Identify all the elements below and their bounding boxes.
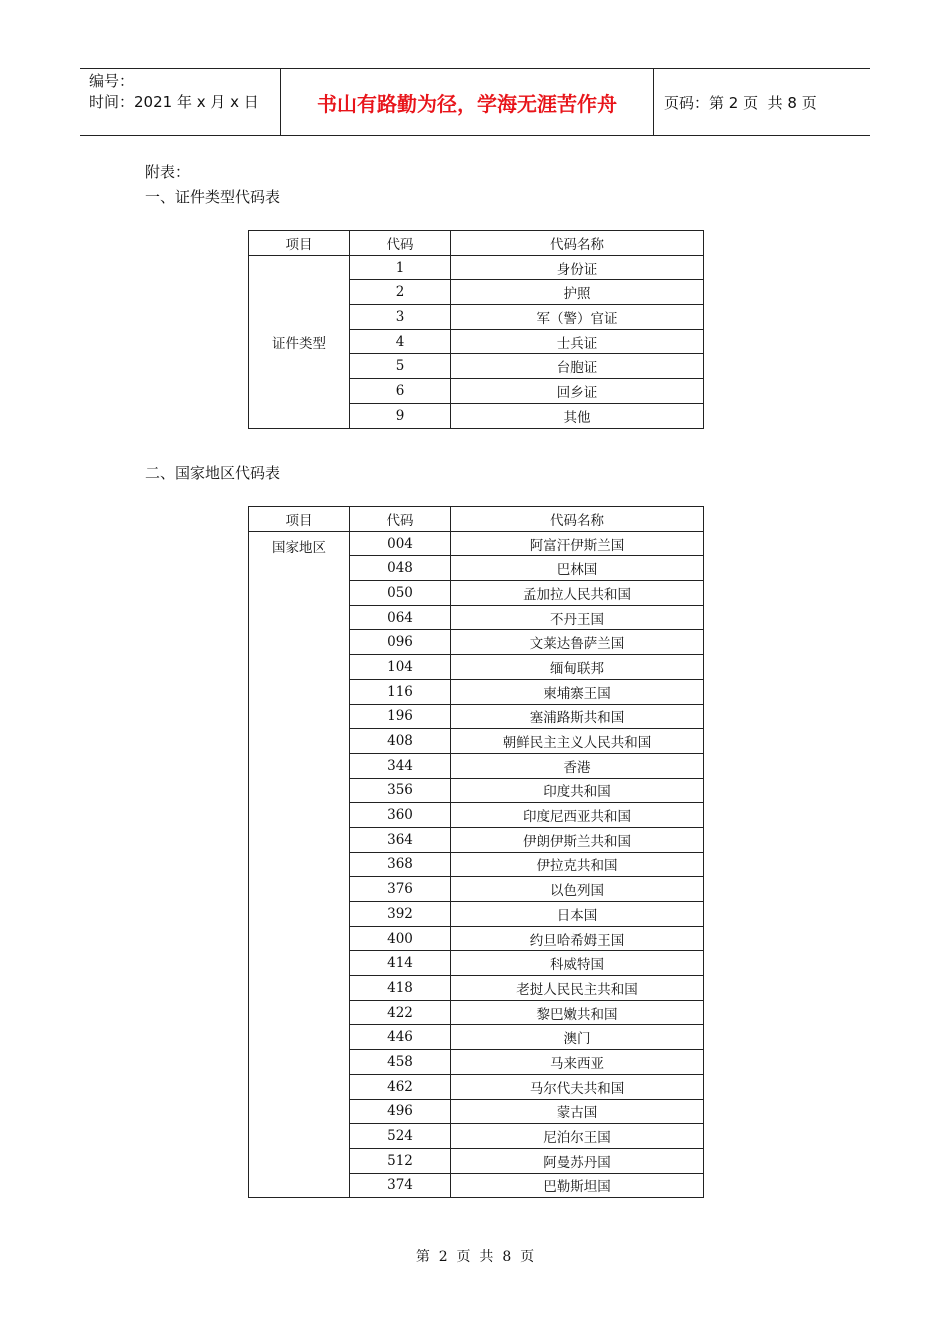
code-cell: 004 xyxy=(350,531,451,556)
code-cell: 496 xyxy=(350,1099,451,1124)
code-cell: 096 xyxy=(350,630,451,655)
appendix-label: 附表： xyxy=(145,163,191,181)
name-cell: 身份证 xyxy=(451,255,704,280)
header-meta xyxy=(80,69,281,135)
time-label: 时间：2021 年 x 月 x 日 xyxy=(89,93,259,111)
code-cell: 4 xyxy=(350,329,451,354)
code-cell: 064 xyxy=(350,605,451,630)
code-cell: 116 xyxy=(350,679,451,704)
code-cell: 356 xyxy=(350,778,451,803)
name-cell: 约旦哈希姆王国 xyxy=(451,926,704,951)
name-cell: 孟加拉人民共和国 xyxy=(451,581,704,606)
header-motto xyxy=(281,69,654,135)
code-cell: 5 xyxy=(350,354,451,379)
name-cell: 朝鲜民主主义人民共和国 xyxy=(451,729,704,754)
code-cell: 512 xyxy=(350,1148,451,1173)
table-row xyxy=(249,531,704,556)
name-cell: 士兵证 xyxy=(451,329,704,354)
column-header: 代码 xyxy=(350,231,451,256)
name-cell: 以色列国 xyxy=(451,877,704,902)
header-page xyxy=(654,69,870,135)
name-cell: 柬埔寨王国 xyxy=(451,679,704,704)
code-cell: 408 xyxy=(350,729,451,754)
code-cell: 104 xyxy=(350,655,451,680)
code-cell: 462 xyxy=(350,1074,451,1099)
code-cell: 376 xyxy=(350,877,451,902)
code-cell: 360 xyxy=(350,803,451,828)
name-cell: 塞浦路斯共和国 xyxy=(451,704,704,729)
header-row xyxy=(249,507,704,532)
code-cell: 458 xyxy=(350,1050,451,1075)
code-cell: 344 xyxy=(350,753,451,778)
name-cell: 不丹王国 xyxy=(451,605,704,630)
code-cell: 374 xyxy=(350,1173,451,1198)
name-cell: 阿曼苏丹国 xyxy=(451,1148,704,1173)
column-header: 代码名称 xyxy=(451,507,704,532)
name-cell: 伊拉克共和国 xyxy=(451,852,704,877)
code-cell: 9 xyxy=(350,403,451,428)
code-cell: 400 xyxy=(350,926,451,951)
code-cell: 050 xyxy=(350,581,451,606)
table-row xyxy=(249,255,704,280)
code-cell: 196 xyxy=(350,704,451,729)
code-cell: 3 xyxy=(350,305,451,330)
name-cell: 日本国 xyxy=(451,902,704,927)
name-cell: 印度尼西亚共和国 xyxy=(451,803,704,828)
column-header: 项目 xyxy=(249,231,350,256)
name-cell: 马来西亚 xyxy=(451,1050,704,1075)
page-footer: 第 2 页 共 8 页 xyxy=(415,1249,535,1265)
name-cell: 澳门 xyxy=(451,1025,704,1050)
code-cell: 446 xyxy=(350,1025,451,1050)
code-cell: 392 xyxy=(350,902,451,927)
item-cell: 证件类型 xyxy=(249,255,350,428)
column-header: 代码 xyxy=(350,507,451,532)
code-cell: 2 xyxy=(350,280,451,305)
page-label: 页码：第 2 页 共 8 页 xyxy=(664,93,817,112)
name-cell: 马尔代夫共和国 xyxy=(451,1074,704,1099)
name-cell: 巴林国 xyxy=(451,556,704,581)
number-label: 编号： xyxy=(89,72,135,90)
name-cell: 护照 xyxy=(451,280,704,305)
name-cell: 文莱达鲁萨兰国 xyxy=(451,630,704,655)
code-cell: 368 xyxy=(350,852,451,877)
code-cell: 6 xyxy=(350,379,451,404)
name-cell: 缅甸联邦 xyxy=(451,655,704,680)
name-cell: 老挝人民民主共和国 xyxy=(451,976,704,1001)
section2-title: 二、国家地区代码表 xyxy=(145,464,281,482)
country-code-table xyxy=(248,506,704,1198)
name-cell: 科威特国 xyxy=(451,951,704,976)
name-cell: 军（警）官证 xyxy=(451,305,704,330)
item-cell: 国家地区 xyxy=(249,531,350,1198)
name-cell: 尼泊尔王国 xyxy=(451,1124,704,1149)
code-cell: 524 xyxy=(350,1124,451,1149)
name-cell: 蒙古国 xyxy=(451,1099,704,1124)
header-row xyxy=(249,231,704,256)
name-cell: 阿富汗伊斯兰国 xyxy=(451,531,704,556)
column-header: 代码名称 xyxy=(451,231,704,256)
name-cell: 印度共和国 xyxy=(451,778,704,803)
id-type-table xyxy=(248,230,704,429)
section1-title: 一、证件类型代码表 xyxy=(145,188,281,206)
name-cell: 伊朗伊斯兰共和国 xyxy=(451,827,704,852)
name-cell: 香港 xyxy=(451,753,704,778)
name-cell: 其他 xyxy=(451,403,704,428)
code-cell: 364 xyxy=(350,827,451,852)
motto-text: 书山有路勤为径，学海无涯苦作舟 xyxy=(317,91,617,116)
column-header: 项目 xyxy=(249,507,350,532)
page-header xyxy=(80,68,870,136)
name-cell: 台胞证 xyxy=(451,354,704,379)
name-cell: 黎巴嫩共和国 xyxy=(451,1000,704,1025)
code-cell: 414 xyxy=(350,951,451,976)
code-cell: 048 xyxy=(350,556,451,581)
code-cell: 422 xyxy=(350,1000,451,1025)
code-cell: 418 xyxy=(350,976,451,1001)
name-cell: 巴勒斯坦国 xyxy=(451,1173,704,1198)
name-cell: 回乡证 xyxy=(451,379,704,404)
code-cell: 1 xyxy=(350,255,451,280)
